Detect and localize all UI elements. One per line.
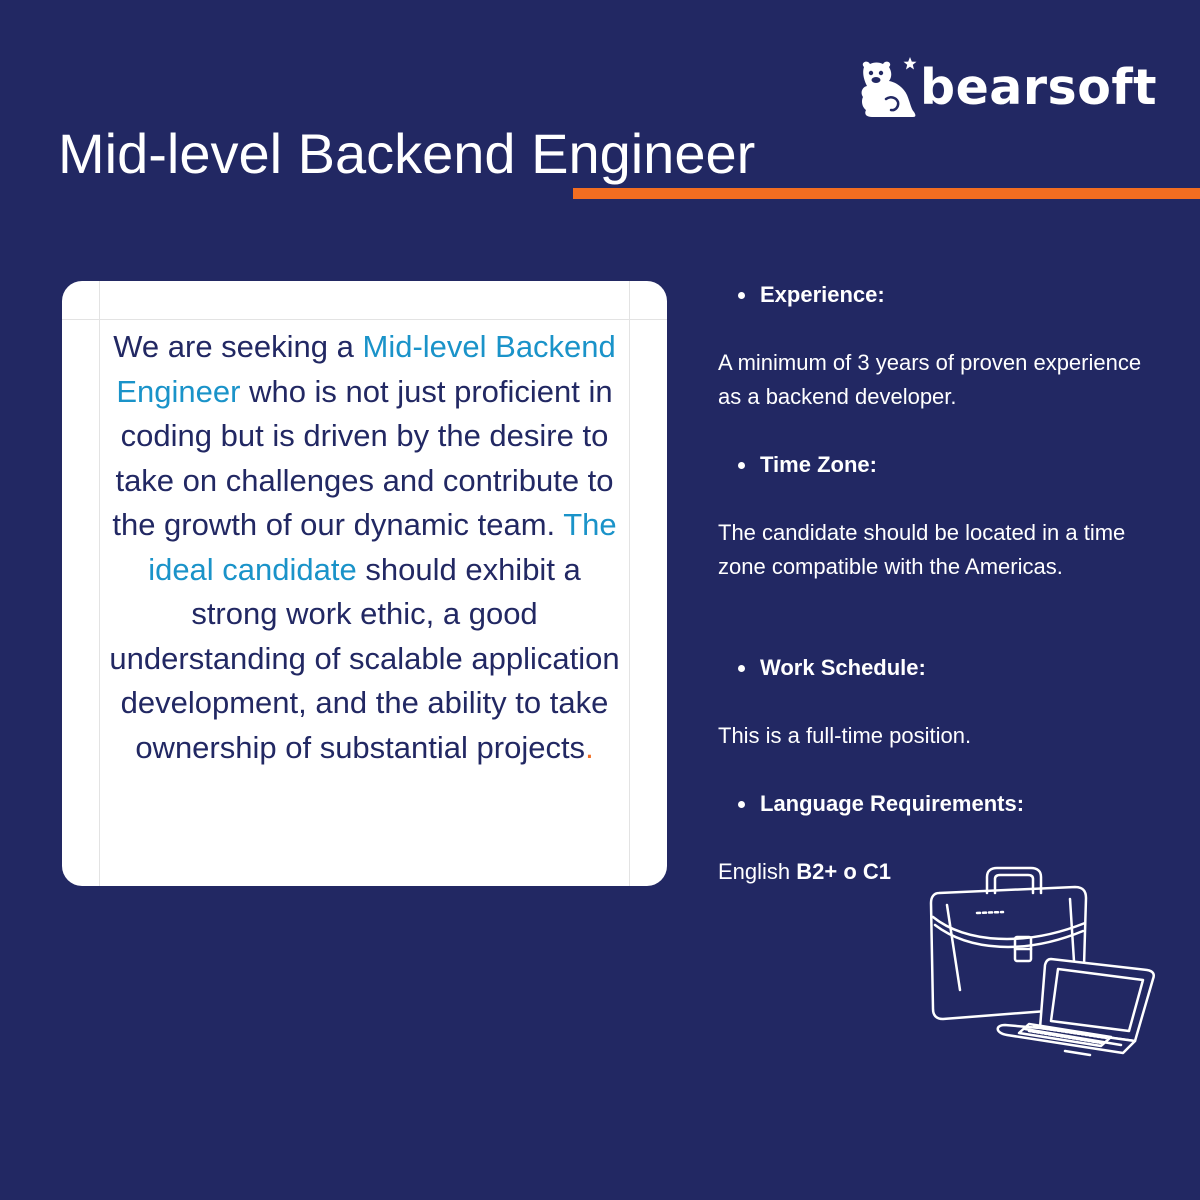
intro-period: . (585, 729, 594, 765)
requirement-label-work-schedule: Work Schedule: (738, 653, 926, 683)
title-underline (573, 188, 1200, 199)
highlight-job-title: Mid-level Backend Engineer (116, 329, 616, 409)
card-guide-line (62, 319, 667, 320)
highlight-ideal-candidate: The ideal candidate (148, 507, 617, 587)
requirement-text-time-zone: The candidate should be located in a time zone compatible with the Americas. (718, 520, 1126, 580)
intro-card (62, 281, 667, 886)
laptop-icon (998, 959, 1154, 1055)
page-title: Mid-level Backend Engineer (58, 122, 756, 185)
logo-wordmark: bearsoft (920, 59, 1158, 116)
intro-text: who is not just proficient in coding but is driven by the desire to take on challenges and contribute to the growth of our dynamic team. (112, 373, 614, 542)
bearsoft-logo (858, 55, 1168, 125)
intro-text: We are seeking a (113, 329, 363, 364)
requirement-label-time-zone: Time Zone: (738, 450, 877, 480)
requirement-label-experience: Experience: (738, 280, 885, 310)
bear-icon (858, 55, 920, 125)
requirement-text-experience: A minimum of 3 years of proven experience as a backend developer. (718, 350, 1142, 410)
card-guide-line (629, 281, 630, 886)
intro-text: should exhibit a strong work ethic, a good understanding of scalable application development, and the ability to take ownership of substantial projects (109, 551, 620, 765)
language-level: B2+ o C1 (796, 859, 892, 884)
briefcase-laptop-illustration (925, 865, 1165, 1085)
intro-paragraph (102, 325, 627, 770)
requirement-text-work-schedule: This is a full-time position. (718, 723, 972, 748)
card-guide-line (99, 281, 100, 886)
requirement-label-language: Language Requirements: (738, 789, 1024, 819)
requirement-text-language: English B2+ o C1 (718, 859, 892, 884)
